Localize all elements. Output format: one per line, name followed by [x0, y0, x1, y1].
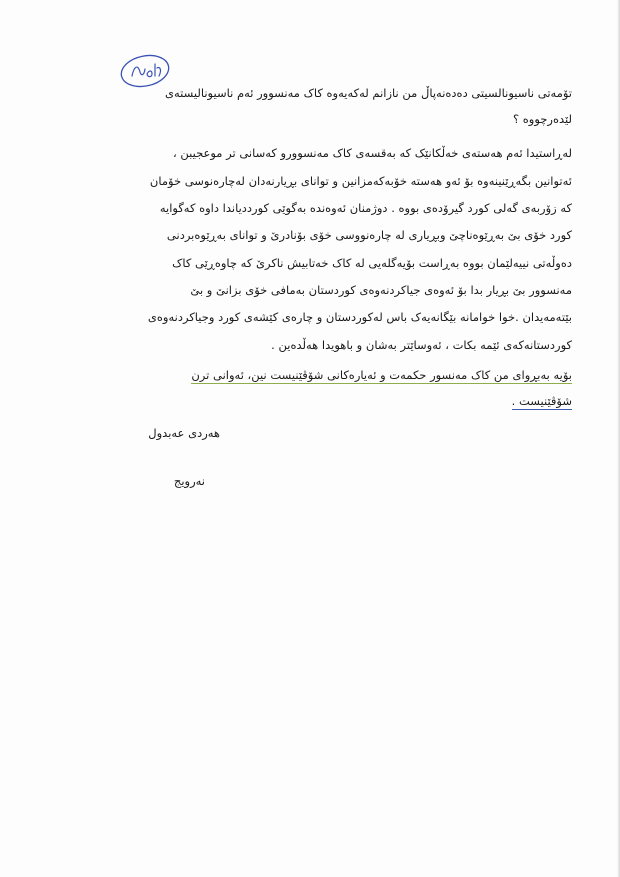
document-line-9: بێتەمەیدان .خوا خوامانە بێگانەیەک باس لەکوردستان و چارەی کێشەی کورد وجیاکردنەوەی	[147, 310, 572, 324]
signature-name: هەردی عەبدول	[148, 426, 220, 440]
signature-place: نەرویج	[173, 474, 205, 488]
document-line-2: لێدەرچووە ؟	[513, 112, 572, 126]
handwritten-page-number	[118, 52, 172, 90]
document-line-12	[512, 394, 572, 408]
document-line-7: دەوڵەتی نییەلێمان بووە بەڕاست بۆیەگلەیی لە کاک خەتابیش ناکرێ کە چاوەڕێی کاک	[172, 256, 572, 270]
document-line-6: کورد خۆی بێ بەڕێوەناچێ وبڕیاری لە چارەنووسی خۆی بۆنادرێ و تواناى بەڕێوەبردنی	[166, 228, 572, 242]
document-line-5: کە زۆربەی گەلی کورد گیرۆدەی بووە . دوژمنان ئەوەندە بەگوێی کورددیاندا داوە کەگوایە	[159, 201, 572, 215]
document-line-10: کوردستانەکەی ئێمە بکات ، ئەوساێتر بەشان و باهویدا هەڵدەین .	[271, 338, 572, 352]
highlighted-word: شۆڤێنیست .	[511, 394, 572, 408]
document-line-11	[191, 368, 572, 382]
document-line-8: مەنسوور بێ بڕیار بدا بۆ ئەوەی جیاکردنەوەی کوردستان بەمافی خۆی بزانێ و بێ	[190, 283, 572, 297]
document-line-1: تۆمەتی ناسیونالسیتی دەدەنەپاڵ من نازانم لەکەیەوە کاک مەنسوور ئەم ناسیونالیستەی	[164, 86, 572, 100]
highlighted-sentence: بۆیە بەبڕوای من کاک مەنسور حکمەت و ئەیارەکانی شۆڤێنیست نین، ئەوانی ترن	[191, 368, 572, 382]
document-line-3: لەڕاستیدا ئەم هەستەی خەڵکانێک کە بەقسەی کاک مەنسوورو کەسانی تر موعجیبن ،	[173, 146, 572, 160]
document-line-4: ئەتوانین بگەڕێنینەوە بۆ ئەو هەستە خۆبەکەمزانین و تواناى بڕیارنەدان لەچارەنوسی خۆمان	[149, 174, 572, 188]
